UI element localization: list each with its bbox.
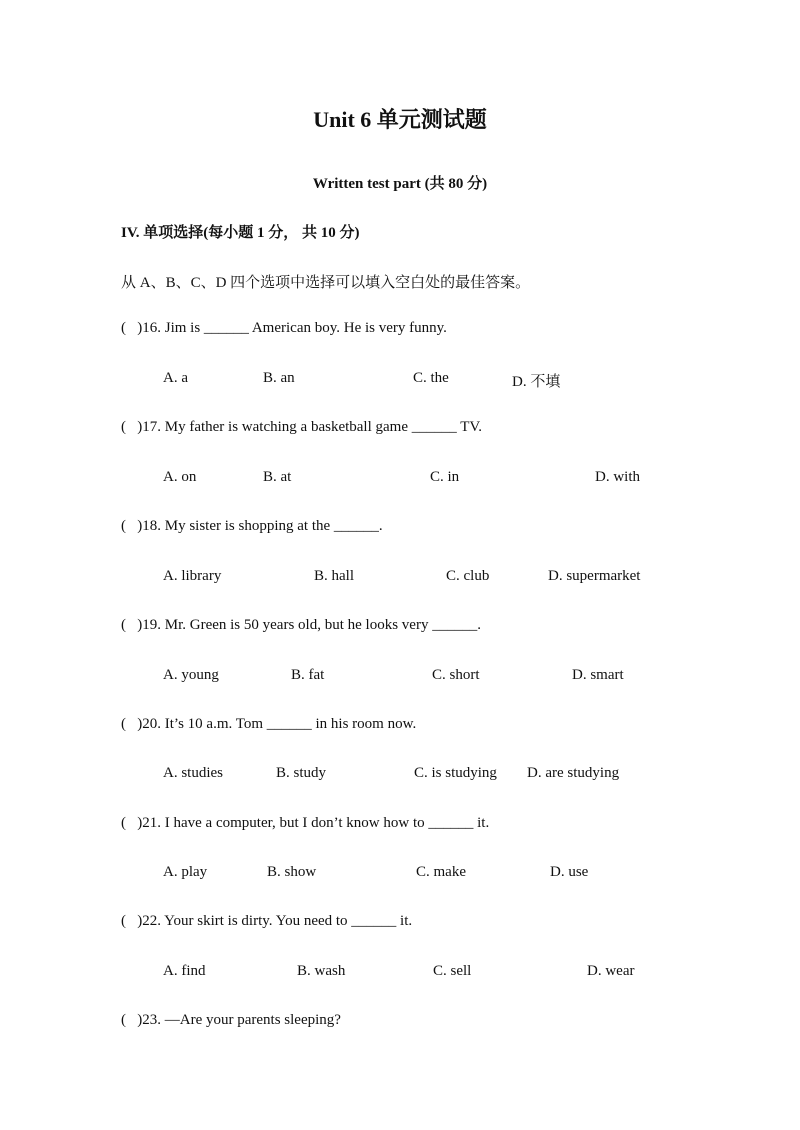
q17-option-b: B. at <box>263 469 292 485</box>
q16-option-d: D. 不填 <box>512 374 561 390</box>
question-stem-16: ( )16. Jim is ______ American boy. He is very funny. <box>121 320 447 336</box>
q17-option-c: C. in <box>430 469 460 485</box>
q22-option-a: A. find <box>163 963 206 979</box>
question-stem-22: ( )22. Your skirt is dirty. You need to ______ it. <box>121 913 413 929</box>
q20-option-b: B. study <box>276 765 327 781</box>
q19-option-c: C. short <box>432 667 480 683</box>
q21-option-d: D. use <box>550 864 589 880</box>
q20-option-d: D. are studying <box>527 765 620 781</box>
q18-option-b: B. hall <box>314 568 354 584</box>
q18-option-a: A. library <box>163 568 222 584</box>
question-stem-19: ( )19. Mr. Green is 50 years old, but he looks very ______. <box>121 617 481 633</box>
q21-option-b: B. show <box>267 864 317 880</box>
question-stem-20: ( )20. It’s 10 a.m. Tom ______ in his room now. <box>121 716 417 732</box>
q17-option-d: D. with <box>595 469 640 485</box>
q22-option-b: B. wash <box>297 963 346 979</box>
q17-option-a: A. on <box>163 469 197 485</box>
q21-option-c: C. make <box>416 864 466 880</box>
q18-option-d: D. supermarket <box>548 568 641 584</box>
q22-option-c: C. sell <box>433 963 472 979</box>
q19-option-a: A. young <box>163 667 219 683</box>
q22-option-d: D. wear <box>587 963 635 979</box>
question-stem-17: ( )17. My father is watching a basketball game ______ TV. <box>121 419 483 435</box>
page-subtitle: Written test part (共 80 分) <box>312 176 488 192</box>
q19-option-d: D. smart <box>572 667 624 683</box>
q16-option-b: B. an <box>263 370 295 386</box>
question-stem-23: ( )23. —Are your parents sleeping? <box>121 1012 341 1028</box>
question-stem-21: ( )21. I have a computer, but I don’t know how to ______ it. <box>121 815 490 831</box>
q20-option-c: C. is studying <box>414 765 497 781</box>
q21-option-a: A. play <box>163 864 208 880</box>
question-stem-18: ( )18. My sister is shopping at the ______. <box>121 518 383 534</box>
q20-option-a: A. studies <box>163 765 223 781</box>
section-heading: IV. 单项选择(每小题 1 分， 共 10 分) <box>121 225 360 241</box>
page-title: Unit 6 单元测试题 <box>313 107 487 132</box>
q16-option-c: C. the <box>413 370 449 386</box>
q16-option-a: A. a <box>163 370 188 386</box>
q19-option-b: B. fat <box>291 667 325 683</box>
section-instruction: 从 A、B、C、D 四个选项中选择可以填入空白处的最佳答案。 <box>121 275 531 291</box>
q18-option-c: C. club <box>446 568 490 584</box>
